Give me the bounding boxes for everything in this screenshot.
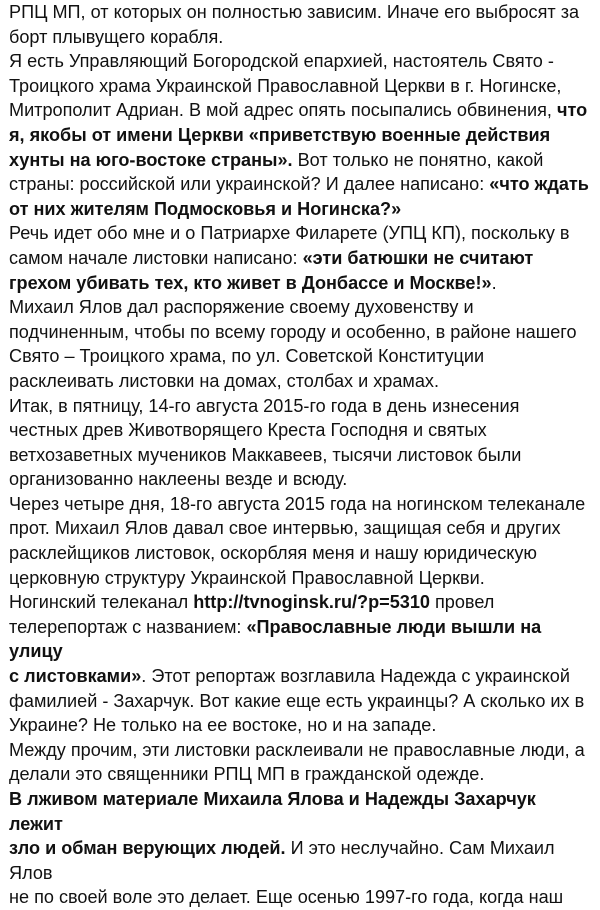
text-segment: Через четыре дня, 18-го августа 2015 года на ногинском телеканале прот. Михаил Ялов давал свое интервью, защищая себя и других расклейщиков листовок, оскорбляя меня и нашу юридическую церковную структуру Украинской Православной Церкви. xyxy=(9,493,586,588)
document-paragraph xyxy=(9,0,593,49)
text-segment: РПЦ МП, от которых он полностью зависим. Иначе его выбросят за борт плывущего корабля. xyxy=(9,2,580,47)
document-paragraph xyxy=(9,49,593,221)
text-segment: Я есть Управляющий Богородской епархией, настоятель Свято - Троицкого храма Украинской Православной Церкви в г. Ногинске, Митрополит Адриан. В мой адрес опять посыпались обвинения, xyxy=(9,51,562,121)
document-page xyxy=(9,0,593,910)
text-segment: Михаил Ялов дал распоряжение своему духовенству и подчиненным, чтобы по всему городу и особенно, в районе нашего Свято – Троицкого храма, по ул. Советской Конституции расклеивать листовки на домах, столбах и храмах. xyxy=(9,297,577,391)
text-segment: . Этот репортаж возглавила Надежда с украинской фамилией - Захарчук. Вот какие еще есть украинцы? А сколько их в Украине? Не только на ее востоке, но и на западе. xyxy=(9,666,585,736)
text-segment: И это неслучайно. Сам Михаил Ялов не по своей воле это делает. Еще осенью 1997-го года, когда наш xyxy=(9,838,564,908)
document-paragraph xyxy=(9,492,593,590)
text-segment: . xyxy=(491,272,497,293)
document-paragraph xyxy=(9,787,593,910)
bold-text-segment: http://tvnoginsk.ru/?p=5310 xyxy=(193,592,430,613)
text-segment: Ногинский телеканал xyxy=(9,592,194,613)
bold-text-segment: «эти батюшки не считают грехом убивать тех, кто живет в Донбассе и Москве!» xyxy=(9,247,534,293)
document-paragraph xyxy=(9,295,593,393)
bold-text-segment: «что ждать от них жителям Подмосковья и Ногинска?» xyxy=(9,174,589,219)
bold-text-segment: «Православные люди вышли на улицу с листовками» xyxy=(9,616,542,687)
document-paragraph xyxy=(9,738,593,787)
text-segment: Между прочим, эти листовки расклеивали не православные люди, а делали это священники РПЦ МП в гражданской одежде. xyxy=(9,739,585,785)
text-segment: Речь идет обо мне и о Патриархе Филарете (УПЦ КП), поскольку в самом начале листовки написано: xyxy=(9,223,570,268)
text-segment: Итак, в пятницу, 14-го августа 2015-го года в день изнесения честных древ Животворящего Креста Господня и святых ветхозаветных мучеников Маккавеев, тысячи листовок были организованно наклеены везде и всюду. xyxy=(9,395,522,490)
document-paragraph xyxy=(9,590,593,738)
text-segment: Вот только не понятно, какой страны: российской или украинской? И далее написано: xyxy=(9,149,544,195)
text-segment: провел телерепортаж с названием: xyxy=(9,592,495,637)
bold-text-segment: В лживом материале Михаила Ялова и Надежды Захарчук лежит зло и обман верующих людей. xyxy=(9,789,536,859)
document-paragraph xyxy=(9,394,593,492)
document-paragraph xyxy=(9,221,593,295)
bold-text-segment: что я, якобы от имени Церкви «приветствую военные действия хунты на юго-востоке страны». xyxy=(9,100,588,170)
